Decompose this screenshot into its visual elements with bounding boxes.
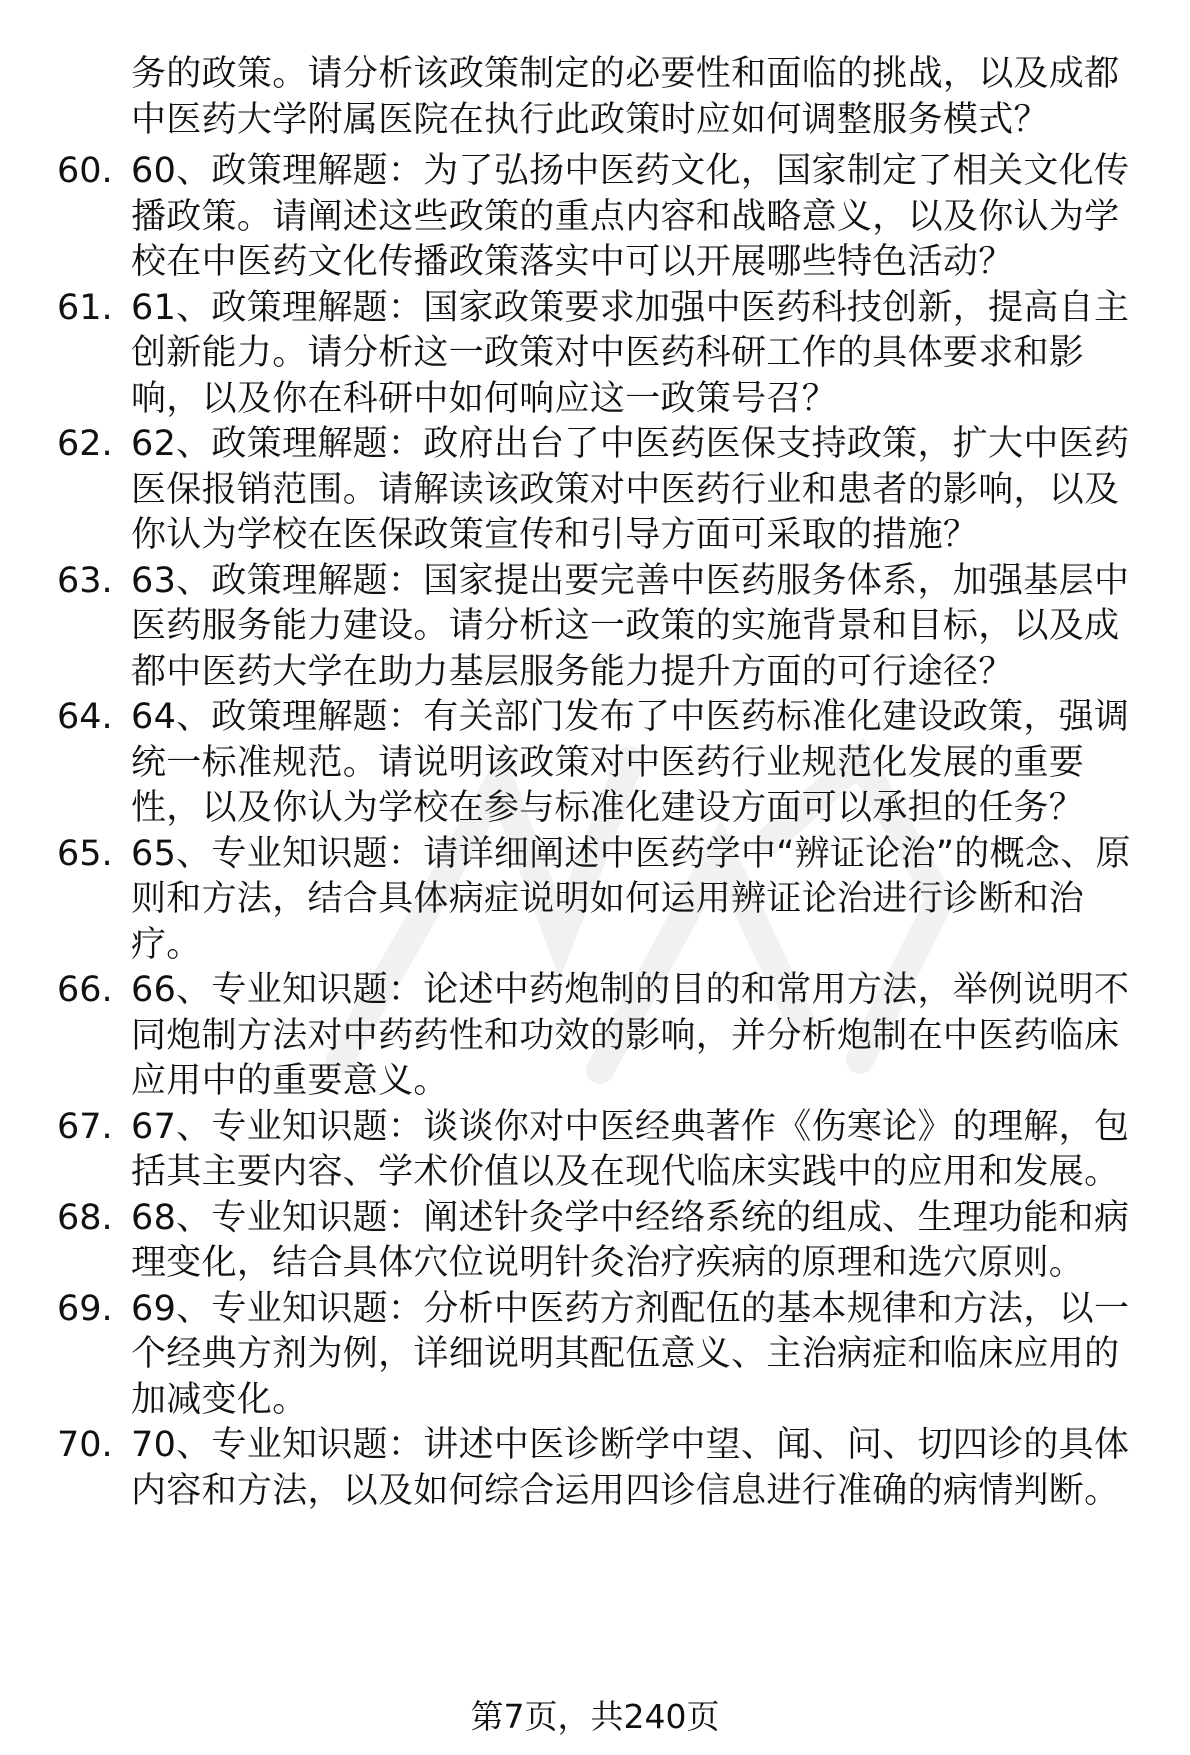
item-number: 60. — [57, 151, 113, 191]
list-item — [0, 422, 1150, 559]
item-number: 62. — [57, 424, 113, 464]
item-text: 65、专业知识题：请详细阐述中医药学中“辨证论治”的概念、原则和方法，结合具体病症说明如何运用辨证论治进行诊断和治疗。 — [131, 833, 1131, 965]
list-item — [0, 559, 1150, 696]
item-text: 70、专业知识题：讲述中医诊断学中望、闻、问、切四诊的具体内容和方法，以及如何综合运用四诊信息进行准确的病情判断。 — [131, 1425, 1130, 1511]
item-text: 62、政策理解题：政府出台了中医药医保支持政策，扩大中医药医保报销范围。请解读该政策对中医药行业和患者的影响，以及你认为学校在医保政策宣传和引导方面可采取的措施？ — [131, 424, 1130, 555]
item-text: 63、政策理解题：国家提出要完善中医药服务体系，加强基层中医药服务能力建设。请分析这一政策的实施背景和目标，以及成都中医药大学在助力基层服务能力提升方面的可行途径？ — [131, 560, 1130, 692]
item-number: 65. — [57, 833, 113, 874]
item-text: 67、专业知识题：谈谈你对中医经典著作《伤寒论》的理解，包括其主要内容、学术价值以及在现代临床实践中的应用和发展。 — [131, 1106, 1130, 1192]
item-text: 64、政策理解题：有关部门发布了中医药标准化建设政策，强调统一标准规范。请说明该政策对中医药行业规范化发展的重要性，以及你认为学校在参与标准化建设方面可以承担的任务？ — [131, 697, 1130, 828]
list-item — [0, 1287, 1150, 1424]
item-number: 63. — [57, 560, 113, 601]
list-item — [0, 286, 1150, 423]
list-item — [0, 1105, 1150, 1196]
item-number: 61. — [57, 287, 113, 328]
item-number: 69. — [57, 1288, 113, 1329]
item-text: 66、专业知识题：论述中药炮制的目的和常用方法，举例说明不同炮制方法对中药药性和功效的影响，并分析炮制在中医药临床应用中的重要意义。 — [131, 970, 1130, 1101]
item-number: 66. — [57, 970, 113, 1010]
item-number: 67. — [57, 1106, 113, 1147]
item-number: 64. — [57, 697, 113, 737]
question-list — [0, 149, 1190, 1514]
item-number: 70. — [57, 1425, 113, 1465]
list-item — [0, 1196, 1150, 1287]
list-item — [0, 1423, 1150, 1514]
list-item — [0, 968, 1150, 1105]
list-item — [0, 149, 1150, 286]
item-text: 69、专业知识题：分析中医药方剂配伍的基本规律和方法，以一个经典方剂为例，详细说明其配伍意义、主治病症和临床应用的加减变化。 — [131, 1288, 1130, 1420]
list-item — [0, 832, 1150, 969]
page-footer: 第7页，共240页 — [470, 1697, 720, 1736]
item-number: 68. — [57, 1197, 113, 1238]
item-text: 68、专业知识题：阐述针灸学中经络系统的组成、生理功能和病理变化，结合具体穴位说明针灸治疗疾病的原理和选穴原则。 — [131, 1197, 1130, 1283]
continuation-text: 务的政策。请分析该政策制定的必要性和面临的挑战，以及成都中医药大学附属医院在执行此政策时应如何调整服务模式？ — [131, 54, 1120, 140]
item-text: 60、政策理解题：为了弘扬中医药文化，国家制定了相关文化传播政策。请阐述这些政策的重点内容和战略意义，以及你认为学校在中医药文化传播政策落实中可以开展哪些特色活动？ — [131, 151, 1130, 282]
list-item — [0, 695, 1150, 832]
item-text: 61、政策理解题：国家政策要求加强中医药科技创新，提高自主创新能力。请分析这一政策对中医药科研工作的具体要求和影响，以及你在科研中如何响应这一政策号召？ — [131, 287, 1130, 419]
